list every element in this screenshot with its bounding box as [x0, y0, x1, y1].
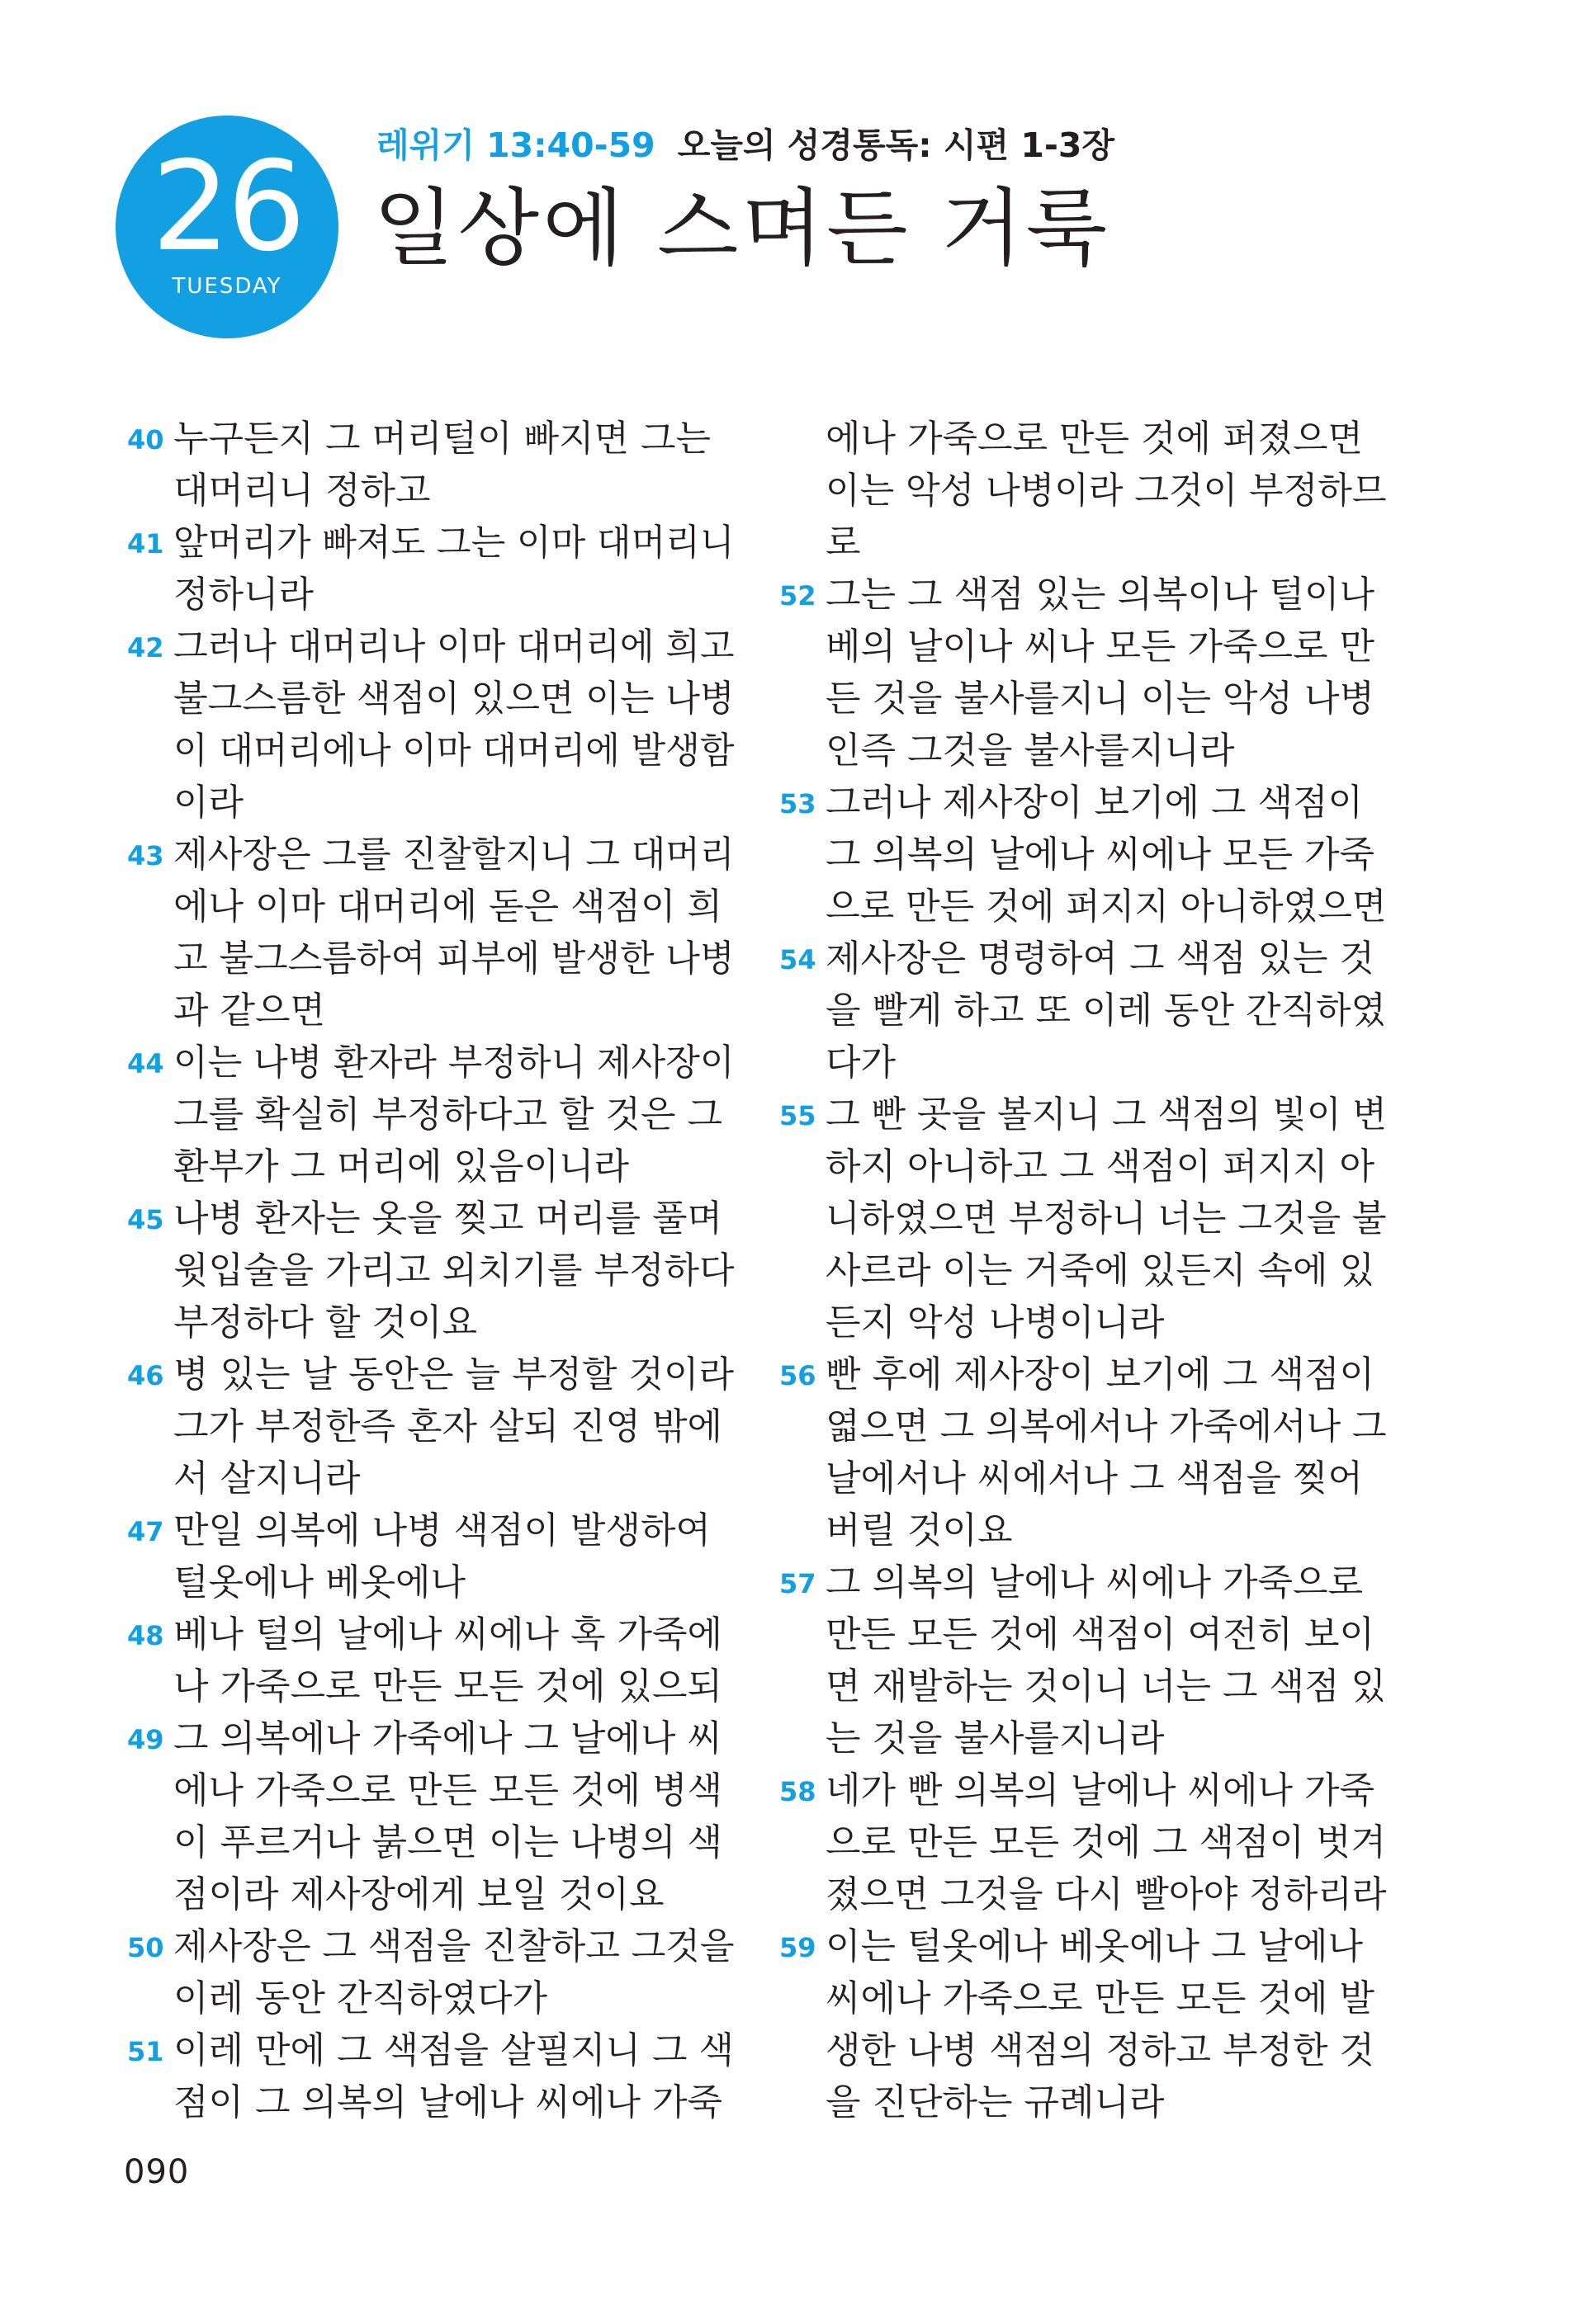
verse-line	[124, 881, 735, 933]
verse-line	[776, 881, 1387, 933]
verse-line	[776, 1089, 1387, 1141]
verse-text: 나 가죽으로 만든 모든 것에 있으되	[173, 1665, 722, 1708]
reading-plan: 오늘의 성경통독: 시편 1-3장	[677, 125, 1115, 165]
verse-text: 으로 만든 모든 것에 그 색점이 벗겨	[826, 1821, 1386, 1863]
verse-line	[124, 725, 735, 777]
verse-line	[776, 1764, 1387, 1816]
day-badge	[116, 116, 338, 338]
verse-line	[124, 1556, 735, 1608]
verse-text: 졌으면 그것을 다시 빨아야 정하리라	[826, 1873, 1387, 1915]
verse-line	[124, 985, 735, 1037]
verse-text: 에나 가죽으로 만든 것에 퍼졌으면	[826, 418, 1363, 460]
verse-line	[124, 1037, 735, 1089]
verse-text: 으로 만든 것에 퍼지지 아니하였으면	[826, 886, 1387, 928]
verse-number: 53	[779, 788, 816, 820]
verse-text: 씨에나 가죽으로 만든 모든 것에 발	[826, 1977, 1374, 2019]
verse-number: 51	[127, 2036, 164, 2067]
verse-line	[776, 1193, 1387, 1245]
verse-line	[124, 1193, 735, 1245]
verse-number: 47	[127, 1516, 164, 1547]
verse-line	[124, 829, 735, 881]
verse-line	[124, 1504, 735, 1556]
verse-line	[776, 1037, 1387, 1089]
verse-text: 그 빤 곳을 볼지니 그 색점의 빛이 변	[826, 1094, 1387, 1136]
verse-text: 서 살지니라	[173, 1457, 361, 1500]
verse-text: 든지 악성 나병이니라	[826, 1301, 1165, 1344]
verse-number: 49	[127, 1724, 164, 1755]
verse-line	[776, 465, 1387, 517]
verse-text: 면 재발하는 것이니 너는 그 색점 있	[826, 1665, 1386, 1708]
verse-text: 그 의복에나 가죽에나 그 날에나 씨	[173, 1717, 722, 1760]
verse-line	[776, 413, 1387, 465]
verse-number: 54	[779, 944, 816, 975]
verse-text: 그를 확실히 부정하다고 할 것은 그	[173, 1094, 722, 1136]
verse-text: 그 의복의 날에나 씨에나 모든 가죽	[826, 834, 1374, 876]
verse-text: 로	[826, 522, 861, 564]
verse-text: 네가 빤 의복의 날에나 씨에나 가죽	[826, 1769, 1374, 1811]
verse-line	[776, 673, 1387, 725]
verse-line	[124, 2076, 735, 2128]
verse-line	[776, 1452, 1387, 1504]
verse-number: 52	[779, 580, 816, 612]
verse-line	[124, 1660, 735, 1712]
verse-line	[124, 569, 735, 621]
verse-text: 윗입술을 가리고 외치기를 부정하다	[173, 1249, 735, 1292]
verse-line	[776, 1608, 1387, 1660]
verse-line	[776, 1141, 1387, 1193]
verse-line	[124, 777, 735, 829]
verse-line	[124, 1141, 735, 1193]
verse-text: 빤 후에 제사장이 보기에 그 색점이	[826, 1353, 1374, 1396]
verse-text: 대머리니 정하고	[173, 470, 431, 512]
verse-text: 이는 털옷에나 베옷에나 그 날에나	[826, 1925, 1363, 1967]
verse-line	[776, 1245, 1387, 1297]
verse-line	[776, 621, 1387, 673]
verse-text: 사르라 이는 거죽에 있든지 속에 있	[826, 1249, 1374, 1292]
verse-line	[776, 829, 1387, 881]
verse-number: 56	[779, 1360, 816, 1391]
verse-number: 46	[127, 1360, 164, 1391]
verse-text: 그는 그 색점 있는 의복이나 털이나	[826, 574, 1374, 616]
verse-line	[776, 777, 1387, 829]
verse-number: 45	[127, 1204, 164, 1235]
verse-line	[124, 933, 735, 985]
day-number: 26	[151, 135, 303, 279]
verse-line	[776, 1401, 1387, 1452]
verse-line	[776, 1920, 1387, 1972]
verse-line	[124, 1089, 735, 1141]
verse-text: 병 있는 날 동안은 늘 부정할 것이라	[173, 1353, 734, 1396]
verse-number: 40	[127, 424, 164, 456]
verse-number: 50	[127, 1932, 164, 1963]
verse-text: 이레 동안 간직하였다가	[173, 1977, 548, 2019]
verse-line	[124, 1349, 735, 1401]
verse-line	[776, 985, 1387, 1037]
verse-text: 에나 이마 대머리에 돋은 색점이 희	[173, 886, 722, 928]
verse-line	[776, 933, 1387, 985]
verse-text: 이는 나병 환자라 부정하니 제사장이	[173, 1042, 735, 1084]
verse-number: 59	[779, 1932, 816, 1963]
verse-text: 부정하다 할 것이요	[173, 1301, 478, 1344]
verse-line	[124, 1401, 735, 1452]
day-weekday: TUESDAY	[172, 274, 282, 299]
verse-number: 57	[779, 1568, 816, 1599]
verse-line	[124, 1297, 735, 1349]
verse-line	[776, 2024, 1387, 2076]
verse-line	[776, 1712, 1387, 1764]
verse-text: 엷으면 그 의복에서나 가죽에서나 그	[826, 1405, 1387, 1448]
verse-text: 앞머리가 빠져도 그는 이마 대머리니	[173, 522, 735, 564]
verse-line	[124, 465, 735, 517]
verse-text: 만든 모든 것에 색점이 여전히 보이	[826, 1613, 1374, 1656]
verse-text: 그 의복의 날에나 씨에나 가죽으로	[826, 1561, 1363, 1604]
verse-text: 그가 부정한즉 혼자 살되 진영 밖에	[173, 1405, 722, 1448]
verse-number: 41	[127, 528, 164, 560]
verse-text: 정하니라	[173, 574, 315, 616]
verse-text: 나병 환자는 옷을 찢고 머리를 풀며	[173, 1197, 722, 1240]
verse-number: 55	[779, 1100, 816, 1131]
verse-number: 44	[127, 1048, 164, 1079]
verse-text: 이레 만에 그 색점을 살필지니 그 색	[173, 2029, 734, 2071]
verse-text: 이는 악성 나병이라 그것이 부정하므	[826, 470, 1387, 512]
verse-text: 베의 날이나 씨나 모든 가죽으로 만	[826, 626, 1374, 668]
verse-text: 을 빨게 하고 또 이레 동안 간직하였	[826, 990, 1386, 1032]
verse-line	[776, 1504, 1387, 1556]
verse-text: 제사장은 그를 진찰할지니 그 대머리	[173, 834, 735, 876]
verse-text: 그러나 제사장이 보기에 그 색점이	[826, 782, 1363, 824]
verse-line	[776, 725, 1387, 777]
verse-number: 42	[127, 632, 164, 664]
verse-line	[124, 2024, 735, 2076]
verse-text: 니하였으면 부정하니 너는 그것을 불	[826, 1197, 1387, 1240]
verse-line	[124, 1608, 735, 1660]
left-column	[124, 413, 735, 2128]
scripture-reference: 레위기 13:40-59	[376, 125, 655, 165]
verse-line	[776, 1868, 1387, 1920]
verse-number: 48	[127, 1620, 164, 1651]
verse-line	[776, 1297, 1387, 1349]
verse-text: 이 푸르거나 붉으면 이는 나병의 색	[173, 1821, 722, 1863]
verse-text: 제사장은 명령하여 그 색점 있는 것	[826, 938, 1374, 980]
verse-number: 58	[779, 1776, 816, 1807]
verse-line	[776, 2076, 1387, 2128]
verse-line	[124, 1764, 735, 1816]
verse-text: 베나 털의 날에나 씨에나 혹 가죽에	[173, 1613, 722, 1656]
verse-text: 든 것을 불사를지니 이는 악성 나병	[826, 678, 1374, 720]
page-number: 090	[124, 2153, 190, 2191]
verse-text: 점이 그 의복의 날에나 씨에나 가죽	[173, 2081, 722, 2123]
verse-line	[776, 517, 1387, 569]
verse-text: 이 대머리에나 이마 대머리에 발생함	[173, 730, 735, 772]
verse-text: 하지 아니하고 그 색점이 퍼지지 아	[826, 1145, 1374, 1188]
verse-line	[124, 1452, 735, 1504]
verse-text: 제사장은 그 색점을 진찰하고 그것을	[173, 1925, 735, 1967]
verse-text: 인즉 그것을 불사를지니라	[826, 730, 1235, 772]
verse-line	[124, 517, 735, 569]
verse-text: 다가	[826, 1042, 897, 1084]
verse-line	[124, 1920, 735, 1972]
verse-line	[124, 413, 735, 465]
verse-text: 생한 나병 색점의 정하고 부정한 것	[826, 2029, 1374, 2071]
verse-line	[124, 1972, 735, 2024]
verse-line	[124, 673, 735, 725]
verse-text: 버릴 것이요	[826, 1509, 1013, 1552]
reading-header	[376, 122, 1114, 168]
verse-text: 을 진단하는 규례니라	[826, 2081, 1165, 2123]
verse-text: 에나 가죽으로 만든 모든 것에 병색	[173, 1769, 722, 1811]
verse-text: 는 것을 불사를지니라	[826, 1717, 1165, 1760]
verse-line	[776, 1349, 1387, 1401]
verse-line	[124, 1816, 735, 1868]
verse-line	[124, 1868, 735, 1920]
right-column	[776, 413, 1387, 2128]
verse-text: 만일 의복에 나병 색점이 발생하여	[173, 1509, 711, 1552]
verse-text: 그러나 대머리나 이마 대머리에 희고	[173, 626, 735, 668]
verse-number: 43	[127, 840, 164, 872]
verse-text: 고 불그스름하여 피부에 발생한 나병	[173, 938, 735, 980]
verse-line	[776, 1660, 1387, 1712]
verse-text: 털옷에나 베옷에나	[173, 1561, 466, 1604]
verse-line	[776, 1972, 1387, 2024]
verse-text: 불그스름한 색점이 있으면 이는 나병	[173, 678, 735, 720]
verse-text: 이라	[173, 782, 244, 824]
verse-line	[776, 1816, 1387, 1868]
verse-text: 점이라 제사장에게 보일 것이요	[173, 1873, 665, 1915]
verse-line	[776, 1556, 1387, 1608]
verse-text: 과 같으면	[173, 990, 326, 1032]
verse-line	[776, 569, 1387, 621]
verse-text: 환부가 그 머리에 있음이니라	[173, 1145, 630, 1188]
verse-text: 날에서나 씨에서나 그 색점을 찢어	[826, 1457, 1363, 1500]
page-title: 일상에 스며든 거룩	[373, 180, 1111, 278]
verse-line	[124, 1712, 735, 1764]
verse-text: 누구든지 그 머리털이 빠지면 그는	[173, 418, 711, 460]
verse-line	[124, 1245, 735, 1297]
verse-line	[124, 621, 735, 673]
